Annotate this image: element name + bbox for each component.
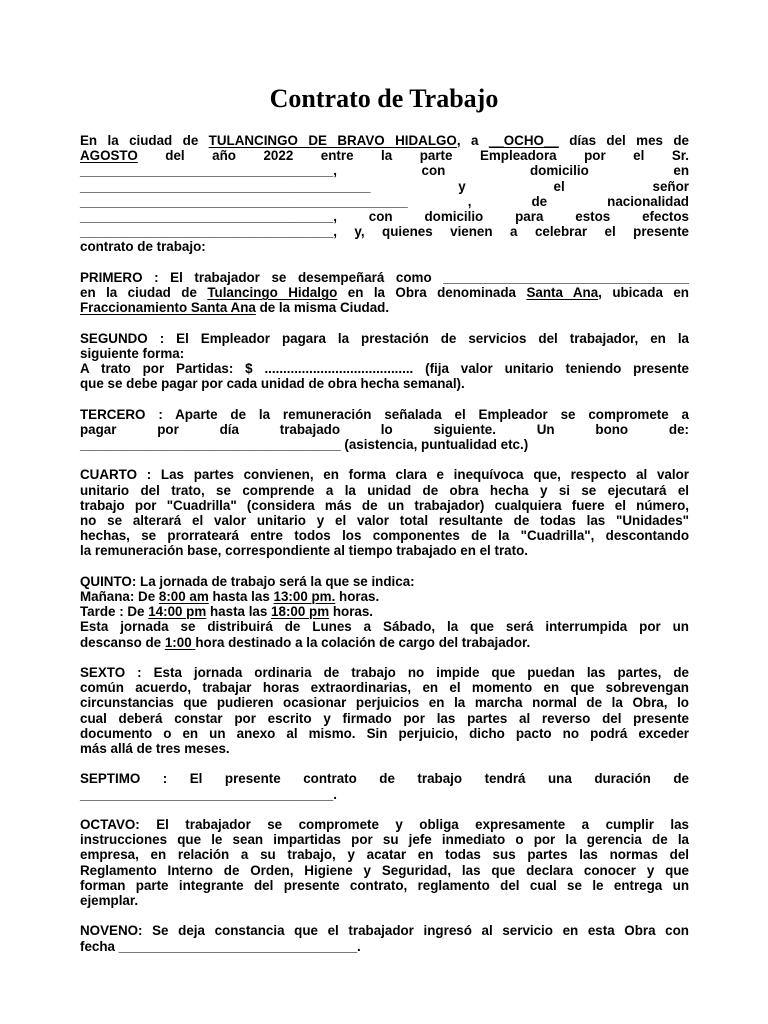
city-field: TULANCINGO DE BRAVO HIDALGO	[208, 133, 457, 148]
quinto-text: hasta las	[208, 589, 274, 605]
quinto-text: Mañana: De	[80, 589, 159, 605]
clause-sexto	[80, 665, 689, 756]
clause-cuarto	[80, 467, 689, 558]
intro-paragraph	[80, 133, 689, 255]
octavo-line-5: forman parte integrante del presente contrato, reglamento del cual se le entrega un	[80, 877, 689, 893]
sexto-line-1: SEXTO : Esta jornada ordinaria de trabajo no impide que puedan las partes, de	[80, 665, 689, 681]
afternoon-end-field: 18:00 pm	[271, 604, 330, 620]
clause-quinto	[80, 574, 689, 650]
quinto-text: Tarde : De	[80, 604, 149, 620]
octavo-line-2: instrucciones que le sean impartidas por su jefe inmediato o por la gerencia de la	[80, 832, 689, 848]
octavo-line-3: empresa, en relación a su trabajo, y acatar en todas sus partes las normas del	[80, 847, 689, 863]
octavo-line-1: OCTAVO: El trabajador se compromete y obliga expresamente a cumplir las	[80, 817, 689, 833]
morning-end-field: 13:00 pm.	[273, 589, 336, 605]
tercero-line-2: pagar por día trabajado lo siguiente. Un bono de:	[80, 421, 689, 437]
clause-segundo	[80, 331, 689, 392]
sexto-line-6: más allá de tres meses.	[80, 741, 230, 757]
intro-line-5: ____________________________________________ , de nacionalidad	[80, 193, 689, 209]
document-title: Contrato de Trabajo	[269, 84, 499, 113]
segundo-line-2: siguiente forma:	[80, 345, 185, 361]
primero-text: , ubicada en	[598, 285, 689, 301]
intro-line-6: __________________________________, con domicilio para estos efectos	[80, 209, 689, 225]
primero-line-2	[80, 285, 689, 300]
quinto-line-4: Esta jornada se distribuirá de Lunes a Sábado, la que será interrumpida por un	[80, 619, 689, 635]
clause-septimo	[80, 771, 689, 801]
intro-line-7: __________________________________, y, quienes vienen a celebrar el presente	[80, 224, 689, 240]
cuarto-line-3: trabajo por "Cuadrilla" (considera más de un trabajador) cualquiera fuere el número,	[80, 497, 689, 513]
document-body	[80, 133, 689, 969]
quinto-line-3	[80, 604, 689, 619]
sexto-line-4: cual deberá constar por escrito y firmado por las partes al reverso del presente	[80, 710, 689, 726]
segundo-line-3: A trato por Partidas: $ ........................................ (fija valor unitario teniendo presente	[80, 361, 689, 377]
sexto-line-5: documento o en un anexo al mismo. Sin perjuicio, dicho pacto no podrá exceder	[80, 725, 689, 741]
quinto-text: horas.	[335, 589, 380, 605]
intro-line-2	[80, 148, 689, 163]
cuarto-line-2: unitario del trato, se comprende a la unidad de obra hecha y si se ejecutará el	[80, 482, 689, 498]
clause-noveno	[80, 923, 689, 953]
segundo-line-4: que se debe pagar por cada unidad de obra hecha semanal).	[80, 376, 465, 392]
cuarto-line-4: no se alterará el valor unitario y el valor total resultante de todas las "Unidades"	[80, 513, 689, 529]
primero-text: de la misma Ciudad.	[255, 300, 390, 316]
quinto-text: hora destinado a la colación de cargo del trabajador.	[195, 634, 531, 650]
intro-text: días del mes de	[558, 133, 689, 148]
noveno-line-2: fecha ________________________________.	[80, 938, 361, 954]
cuarto-line-5: hechas, se prorrateará entre todos los componentes de la "Cuadrilla", descontando	[80, 528, 689, 544]
noveno-line-1: NOVENO: Se deja constancia que el trabajador ingresó al servicio en esta Obra con	[80, 923, 689, 939]
primero-text: en la Obra denominada	[337, 285, 527, 301]
day-field: __OCHO__	[488, 133, 559, 148]
clause-tercero	[80, 407, 689, 453]
intro-line-1	[80, 133, 689, 148]
quinto-line-5	[80, 635, 689, 650]
octavo-line-4: Reglamento Interno de Orden, Higiene y Seguridad, las que declara conocer y que	[80, 862, 689, 878]
cuarto-line-1: CUARTO : Las partes convienen, en forma clara e inequívoca que, respecto al valor	[80, 467, 689, 483]
intro-text: del año 2022 entre la parte Empleadora por el Sr.	[137, 148, 689, 164]
intro-text: En la ciudad de	[80, 133, 209, 148]
primero-line-3	[80, 300, 689, 315]
work-city-field: Tulancingo Hidalgo	[207, 285, 338, 301]
septimo-line-2: __________________________________.	[80, 786, 337, 802]
clause-primero	[80, 270, 689, 316]
segundo-line-1: SEGUNDO : El Empleador pagara la prestación de servicios del trabajador, en la	[80, 330, 689, 346]
quinto-line-1: QUINTO: La jornada de trabajo será la que se indica:	[80, 573, 415, 589]
primero-text: en la ciudad de	[80, 285, 208, 301]
tercero-line-1: TERCERO : Aparte de la remuneración señalada el Empleador se compromete a	[80, 406, 689, 422]
afternoon-start-field: 14:00 pm	[148, 604, 207, 620]
primero-line-1: PRIMERO : El trabajador se desempeñará como _________________________________	[80, 269, 689, 285]
quinto-text: hasta las	[206, 604, 272, 620]
intro-text: , a	[456, 133, 489, 148]
quinto-text: horas.	[329, 604, 374, 620]
break-duration-field: 1:00	[164, 634, 196, 650]
octavo-line-6: ejemplar.	[80, 893, 139, 909]
tercero-line-3: ___________________________________ (asistencia, puntualidad etc.)	[80, 437, 529, 453]
subdivision-field: Fraccionamiento Santa Ana	[80, 300, 256, 316]
clause-octavo	[80, 817, 689, 908]
quinto-text: descanso de	[80, 634, 165, 650]
septimo-line-1: SEPTIMO : El presente contrato de trabajo tendrá una duración de	[80, 771, 689, 787]
intro-line-4: _______________________________________ y el señor	[80, 178, 689, 194]
sexto-line-3: circunstancias que pudieren ocasionar perjuicios en la marcha normal de la Obra, lo	[80, 695, 689, 711]
month-field: AGOSTO	[80, 148, 138, 164]
morning-start-field: 8:00 am	[158, 589, 209, 605]
intro-line-8: contrato de trabajo:	[80, 239, 206, 255]
sexto-line-2: común acuerdo, trabajar horas extraordinarias, en el momento en que sobrevengan	[80, 680, 689, 696]
work-site-field: Santa Ana	[526, 285, 599, 301]
quinto-line-2	[80, 589, 689, 604]
cuarto-line-6: la remuneración base, correspondiente al tiempo trabajado en el trato.	[80, 543, 528, 559]
intro-line-3: __________________________________, con domicilio en	[80, 163, 689, 179]
